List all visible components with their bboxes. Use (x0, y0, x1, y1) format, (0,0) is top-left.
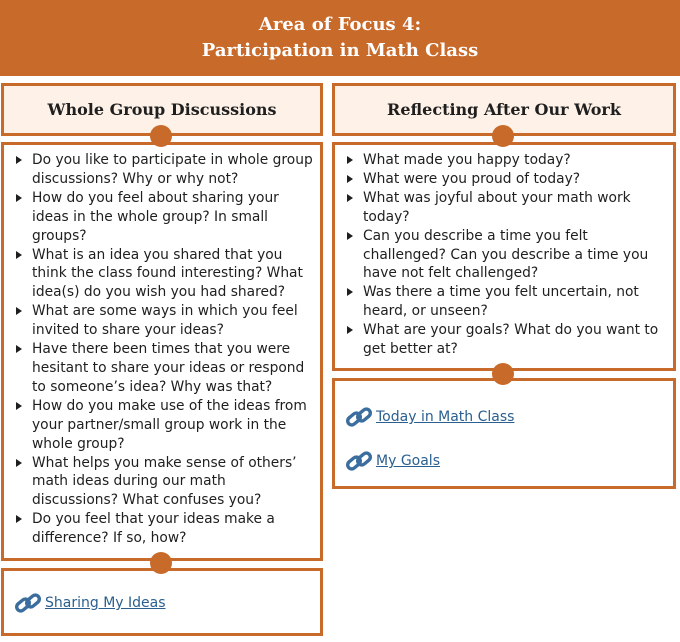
my-goals-link[interactable]: My Goals (376, 453, 440, 469)
bullet-triangle-icon (347, 156, 353, 164)
bullet-triangle-icon (347, 288, 353, 296)
bullet-triangle-icon (16, 156, 22, 164)
sharing-my-ideas-link[interactable]: Sharing My Ideas (45, 595, 166, 611)
list-item: Have there been times that you were hesitant to share your ideas or respond to someone’s idea? Why was that? (12, 340, 314, 397)
bullet-triangle-icon (347, 232, 353, 240)
list-item: What were you proud of today? (343, 170, 667, 189)
list-item: What helps you make sense of others’ math ideas during our math discussions? What confuses you? (12, 454, 314, 511)
header-line-2: Participation in Math Class (201, 40, 479, 61)
link-chain-icon (14, 591, 42, 615)
link-row-today-in-math-class[interactable] (345, 404, 514, 430)
link-chain-icon (345, 405, 373, 429)
right-questions-connector-dot (492, 363, 514, 385)
left-links-box (1, 568, 323, 636)
list-item: How do you make use of the ideas from your partner/small group work in the whole group? (12, 397, 314, 454)
link-row-my-goals[interactable] (345, 448, 440, 474)
list-item: Was there a time you felt uncertain, not heard, or unseen? (343, 283, 667, 321)
right-title-connector-dot (492, 125, 514, 147)
bullet-triangle-icon (16, 307, 22, 315)
bullet-triangle-icon (16, 345, 22, 353)
list-item: Do you feel that your ideas make a difference? If so, how? (12, 510, 314, 548)
bullet-triangle-icon (16, 459, 22, 467)
list-item: What are your goals? What do you want to get better at? (343, 321, 667, 359)
bullet-triangle-icon (347, 194, 353, 202)
left-column-title: Whole Group Discussions (47, 100, 277, 119)
right-questions-box (332, 142, 676, 371)
link-row-sharing-my-ideas[interactable] (14, 590, 166, 616)
bullet-triangle-icon (16, 515, 22, 523)
list-item: What is an idea you shared that you think the class found interesting? What idea(s) do you wish you had shared? (12, 246, 314, 303)
bullet-triangle-icon (347, 326, 353, 334)
left-questions-box (1, 142, 323, 561)
left-title-connector-dot (150, 125, 172, 147)
page-header (0, 0, 680, 76)
right-question-list (335, 145, 673, 359)
list-item: What was joyful about your math work today? (343, 189, 667, 227)
bullet-triangle-icon (16, 402, 22, 410)
right-links-box (332, 378, 676, 489)
bullet-triangle-icon (347, 175, 353, 183)
list-item: How do you feel about sharing your ideas in the whole group? In small groups? (12, 189, 314, 246)
right-column-title: Reflecting After Our Work (387, 100, 621, 119)
left-questions-connector-dot (150, 552, 172, 574)
header-line-1: Area of Focus 4: (258, 14, 422, 35)
bullet-triangle-icon (16, 251, 22, 259)
today-in-math-class-link[interactable]: Today in Math Class (376, 409, 515, 425)
left-question-list (4, 145, 320, 548)
bullet-triangle-icon (16, 194, 22, 202)
list-item: Can you describe a time you felt challenged? Can you describe a time you have not felt challenged? (343, 227, 667, 284)
list-item: Do you like to participate in whole group discussions? Why or why not? (12, 151, 314, 189)
link-chain-icon (345, 449, 373, 473)
list-item: What are some ways in which you feel invited to share your ideas? (12, 302, 314, 340)
list-item: What made you happy today? (343, 151, 667, 170)
